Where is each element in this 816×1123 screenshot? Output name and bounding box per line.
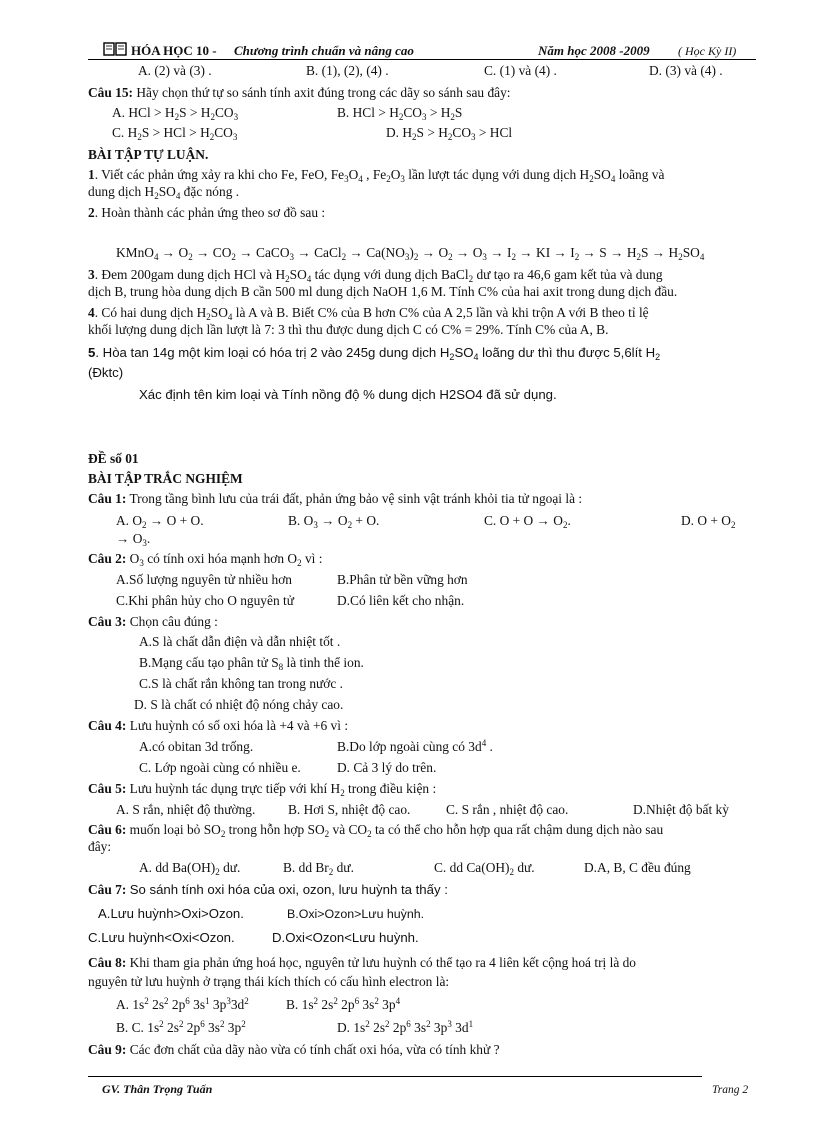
q8-option-a: A. $1s^2$ $2s^2$ $2p^6$ $3s^1$ $3p^33d^2$ <box>116 996 249 1012</box>
essay-q5-line1: 5. Hòa tan 14g một kim loại có hóa trị 2 vào 245g dung dịch $H_2SO_4$ loãng dư thì thu được 5,6lít $H_2$ <box>88 345 661 362</box>
q5-option-d: D.Nhiệt độ bất kỳ <box>633 802 729 817</box>
q2-option-d: D.Có liên kết cho nhận. <box>337 593 465 608</box>
q3-option-b: B.Mạng cấu tạo phân tử $S_8$ là tinh thể ion. <box>139 655 364 672</box>
q1-option-d-cont: → $O_3$. <box>116 531 151 548</box>
q15-label: Câu 15: <box>88 85 134 100</box>
q6-option-b: B. dd $Br_2$ dư. <box>283 860 354 877</box>
q4-text: Lưu huỳnh có số oxi hóa là +4 và +6 vì : <box>129 718 349 733</box>
q2-question: Câu 2: $O_3$ có tính oxi hóa mạnh hơn $O_2$ vì : <box>88 551 323 568</box>
footer-author: GV. Thân Trọng Tuấn <box>102 1082 213 1096</box>
q14-option-b: B. (1), (2), (4) . <box>306 63 389 78</box>
q4-option-d: D. Cả 3 lý do trên. <box>337 760 437 775</box>
q4-label: Câu 4: <box>88 718 127 733</box>
exam-heading: BÀI TẬP TRẮC NGHIỆM <box>88 471 243 486</box>
header-program: Chương trình chuẩn và nâng cao <box>234 43 414 58</box>
q6-question-line2: đây: <box>88 839 112 854</box>
essay-q1-line2: dung dịch $H_2SO_4$ đặc nóng . <box>88 184 240 201</box>
q2-option-b: B.Phân tử bền vững hơn <box>337 572 468 587</box>
q4-option-b: B.Do lớp ngoài cùng có $3d^4$ . <box>337 738 493 754</box>
essay-q1-line1: 1. Viết các phản ứng xảy ra khi cho Fe, FeO, $Fe_3O_4$ , $Fe_2O_3$ lần lượt tác dụng với dung dịch $H_2SO_4$ loãng và <box>88 167 665 184</box>
q5-question: Câu 5: Lưu huỳnh tác dụng trực tiếp với khí $H_2$ trong điều kiện : <box>88 781 437 798</box>
q2-option-c: C.Khi phân hủy cho O nguyên tử <box>116 593 294 608</box>
footer-rule <box>88 1076 702 1077</box>
q15-question <box>88 84 511 101</box>
q1-option-b: B. $O_3 \to O_2 + O$. <box>288 513 380 530</box>
q15-option-b: B. HCl > $H_2CO_3 > H_2S$ <box>337 105 463 122</box>
q14-option-a: A. (2) và (3) . <box>138 63 212 78</box>
q3-option-a: A.S là chất dẫn điện và dẫn nhiệt tốt . <box>139 634 341 649</box>
q8-option-d: D. $1s^2$ $2s^2$ $2p^6$ $3s^2$ $3p^3$ $3d^1$ <box>337 1019 474 1035</box>
q7-option-c: C.Lưu huỳnh<Oxi<Ozon. <box>88 930 235 945</box>
q8-option-c: B. C. $1s^2$ $2s^2$ $2p^6$ $3s^2$ $3p^2$ <box>116 1019 246 1035</box>
footer-page: Trang 2 <box>712 1084 749 1096</box>
q3-option-d: D. S là chất có nhiệt độ nóng chảy cao. <box>134 697 344 712</box>
q7-text: So sánh tính oxi hóa của oxi, ozon, lưu huỳnh ta thấy : <box>129 882 448 897</box>
q7-option-b: B.Oxi>Ozon>Lưu huỳnh. <box>287 907 425 921</box>
essay-q4-line1: 4. Có hai dung dịch $H_2SO_4$ là A và B. Biết C% của B hơn C% của A 2,5 lần và khi trộn A với B theo tỉ lệ <box>88 305 649 322</box>
q15-option-d: D. $H_2S > H_2CO_3$ > HCl <box>386 125 513 142</box>
essay-q3-line1: 3. Đem 200gam dung dịch HCl và $H_2SO_4$ tác dụng với dung dịch BaCl$_2$ dư tạo ra 46,6 gam kết tủa và dung <box>88 267 663 284</box>
essay-q3-line2: dịch B, trung hòa dung dịch B cần 500 ml dung dịch NaOH 1,6 M. Tính C% của hai axit trong dung dịch đầu. <box>88 284 678 299</box>
q5-option-a: A. S rắn, nhiệt độ thường. <box>116 802 256 817</box>
q6-option-c: C. dd $Ca(OH)_2$ dư. <box>434 860 535 877</box>
essay-q4-line2: khối lượng dung dịch lần lượt là 7: 3 thì thu được dung dịch C có C% = 29%. Tính C% của A, B. <box>88 322 609 337</box>
essay-q5-line3: Xác định tên kim loại và Tính nồng độ % dung dịch H2SO4 đã sử dụng. <box>139 387 557 402</box>
exam-title: ĐỀ số 01 <box>88 451 139 466</box>
q1-option-c: C. $O + O \to O_2$. <box>484 513 571 530</box>
q4-question <box>88 717 348 734</box>
q1-option-a: A. $O_2 \to O + O$. <box>116 513 204 530</box>
header-subject: HÓA HỌC 10 - <box>131 43 217 58</box>
q3-text: Chọn câu đúng : <box>129 614 218 629</box>
q8-question-line2: nguyên tử lưu huỳnh ở trạng thái kích thích có cấu hình electron là: <box>88 974 450 989</box>
q15-option-a: A. HCl > $H_2S > H_2CO_3$ <box>112 105 239 122</box>
q5-option-c: C. S rắn , nhiệt độ cao. <box>446 802 569 817</box>
q5-option-b: B. Hơi S, nhiệt độ cao. <box>288 802 411 817</box>
essay-heading: BÀI TẬP TỰ LUẬN. <box>88 147 209 162</box>
q3-label: Câu 3: <box>88 614 127 629</box>
q7-question <box>88 881 448 898</box>
q8-question-line1: Câu 8: Khi tham gia phản ứng hoá học, nguyên tử lưu huỳnh có thể tạo ra 4 liên kết cộng hoá trị là do <box>88 955 636 970</box>
q3-option-c: C.S là chất rắn không tan trong nước . <box>139 676 343 691</box>
q1-option-d: D. $O + O_2$ <box>681 513 736 530</box>
header-rule <box>88 59 756 60</box>
book-icon <box>103 42 127 56</box>
q8-option-b: B. $1s^2$ $2s^2$ $2p^6$ $3s^2$ $3p^4$ <box>286 996 401 1012</box>
q2-option-a: A.Số lượng nguyên tử nhiều hơn <box>116 572 292 587</box>
essay-q2: 2. Hoàn thành các phản ứng theo sơ đồ sau : <box>88 205 326 220</box>
q9-question <box>88 1041 500 1058</box>
q15-option-c: C. $H_2S$ > HCl > $H_2CO_3$ <box>112 125 238 142</box>
reaction-scheme: KMnO$_4$ → $O_2 \to CO_2$ → CaCO$_3$ → CaCl$_2$ → $Ca(NO_3)_2 \to O_2 \to O_3 \to I_2$ → KI → $I_2 \to S \to H_2S \to H_2SO_4$ <box>116 245 705 262</box>
q1-label: Câu 1: <box>88 491 127 506</box>
q15-text: Hãy chọn thứ tự so sánh tính axit đúng trong các dãy so sánh sau đây: <box>136 85 511 100</box>
q7-label: Câu 7: <box>88 882 127 897</box>
q9-label: Câu 9: <box>88 1042 127 1057</box>
q4-option-a: A.có obitan 3d trống. <box>139 739 254 754</box>
header-year: Năm học 2008 -2009 <box>538 43 650 58</box>
q7-option-a: A.Lưu huỳnh>Oxi>Ozon. <box>98 906 244 921</box>
q1-text: Trong tầng bình lưu của trái đất, phản ứng bảo vệ sinh vật tránh khỏi tia tử ngoại là : <box>129 491 583 506</box>
q7-option-d: D.Oxi<Ozon<Lưu huỳnh. <box>272 930 419 945</box>
essay-q2-text: Hoàn thành các phản ứng theo sơ đồ sau : <box>101 205 326 220</box>
q14-option-c: C. (1) và (4) . <box>484 63 557 78</box>
q4-option-c: C. Lớp ngoài cùng có nhiều e. <box>139 760 301 775</box>
essay-q5-line2: (Đktc) <box>88 365 124 380</box>
q3-question <box>88 613 218 630</box>
q6-question-line1: Câu 6: muốn loại bỏ $SO_2$ trong hỗn hợp $SO_2$ và $CO_2$ ta có thể cho hỗn hợp qua rất chậm dung dịch nào sau <box>88 822 664 839</box>
q6-option-d: D.A, B, C đều đúng <box>584 860 691 875</box>
q14-option-d: D. (3) và (4) . <box>649 63 723 78</box>
header-term: ( Học Kỳ II) <box>678 44 737 58</box>
q1-question <box>88 490 582 507</box>
q6-option-a: A. dd $Ba(OH)_2$ dư. <box>139 860 241 877</box>
q9-text: Các đơn chất của dãy nào vừa có tính chất oxi hóa, vừa có tính khử ? <box>129 1042 500 1057</box>
